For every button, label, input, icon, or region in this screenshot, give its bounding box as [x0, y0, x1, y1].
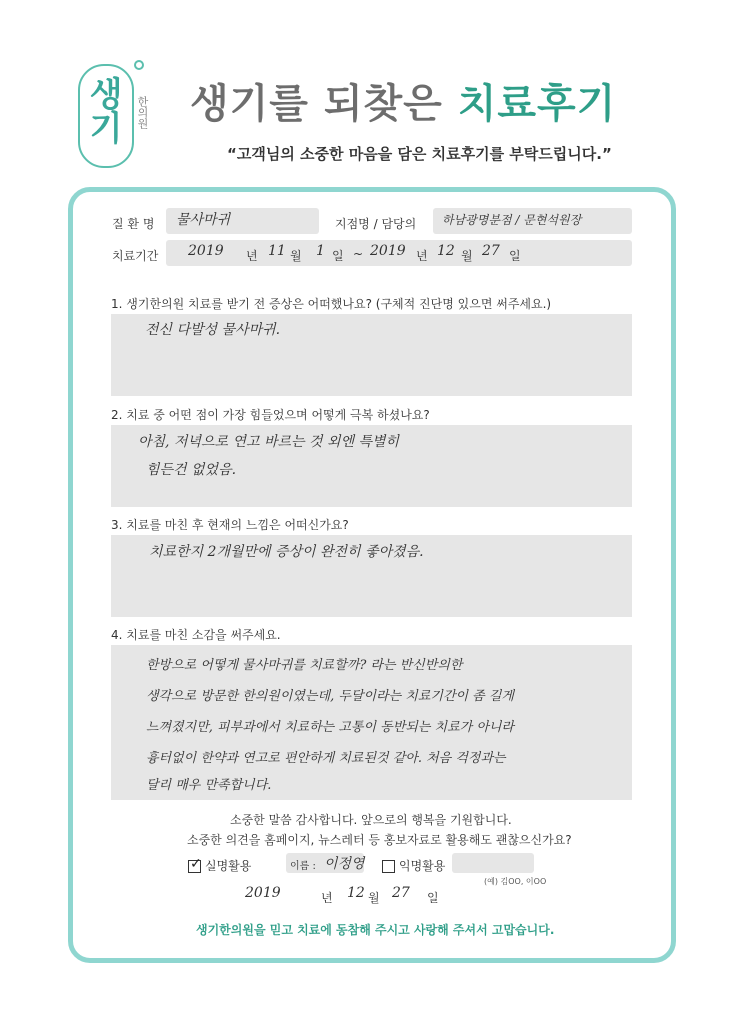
page-title — [190, 72, 616, 129]
logo-dot-icon — [134, 60, 144, 70]
real-name-checkbox[interactable]: ✓ — [190, 856, 202, 872]
logo-subtitle: 한의원 — [136, 96, 149, 129]
anon-checkbox[interactable] — [382, 860, 395, 873]
title-part2: 치료후기 — [457, 81, 617, 127]
date-day: 27 — [392, 885, 410, 901]
date-month: 12 — [347, 885, 365, 901]
period-separator: ~ — [353, 247, 364, 261]
period-day-unit-2: 일 — [509, 249, 521, 263]
date-year-unit: 년 — [321, 891, 333, 905]
name-label: 이름 : — [290, 861, 316, 872]
question-3: 3. 치료를 마친 후 현재의 느낌은 어떠신가요? — [111, 518, 349, 532]
answer-4-line-5: 달리 매우 만족합니다. — [146, 778, 272, 793]
answer-4-line-1: 한방으로 어떻게 물사마귀를 치료할까? 라는 반신반의한 — [146, 658, 463, 673]
logo-mark: 생기 — [89, 75, 123, 149]
real-name-option[interactable] — [188, 857, 251, 874]
period-start-day: 1 — [316, 243, 325, 259]
answer-1-line-1: 전신 다발성 물사마귀. — [145, 322, 281, 338]
closing-consent: 소중한 의견을 홈페이지, 뉴스레터 등 홍보자료로 활용해도 괜찮으신가요? — [187, 833, 572, 847]
period-day-unit-1: 일 — [332, 249, 344, 263]
period-year-unit-1: 년 — [246, 249, 258, 263]
title-part1: 생기를 되찾은 — [190, 81, 458, 127]
question-2: 2. 치료 중 어떤 점이 가장 힘들었으며 어떻게 극복 하셨나요? — [111, 408, 430, 422]
period-end-month: 12 — [437, 243, 455, 259]
period-label: 치료기간 — [112, 249, 159, 263]
disease-value: 물사마귀 — [176, 212, 231, 228]
name-value: 이정영 — [324, 856, 365, 872]
date-month-unit: 월 — [368, 891, 380, 905]
answer-4-line-4: 흉터없이 한약과 연고로 편안하게 치료된것 같아. 처음 걱정과는 — [146, 751, 506, 766]
real-name-label: 실명활용 — [205, 859, 252, 873]
anon-option[interactable] — [382, 857, 445, 874]
answer-2-line-1: 아침, 저녁으로 연고 바르는 것 외엔 특별히 — [138, 434, 400, 450]
period-year-unit-2: 년 — [416, 249, 428, 263]
name-example: (예) 김OO, 이OO — [484, 877, 547, 886]
answer-4-line-2: 생각으로 방문한 한의원이였는데, 두달이라는 치료기간이 좀 길게 — [146, 689, 514, 704]
page-subtitle: “고객님의 소중한 마음을 담은 치료후기를 부탁드립니다.” — [227, 145, 612, 163]
period-end-day: 27 — [482, 243, 500, 259]
answer-2-line-2: 힘든건 없었음. — [146, 462, 237, 478]
period-end-year: 2019 — [370, 243, 406, 259]
period-start-year: 2019 — [188, 243, 224, 259]
period-month-unit-2: 월 — [461, 249, 473, 263]
period-start-month: 11 — [268, 243, 286, 259]
period-month-unit-1: 월 — [290, 249, 302, 263]
answer-3-line-1: 치료한지 2개월만에 증상이 완전히 좋아졌음. — [149, 544, 424, 560]
answer-4-line-3: 느껴졌지만, 피부과에서 치료하는 고통이 동반되는 치료가 아니라 — [146, 720, 514, 735]
anon-label: 익명활용 — [399, 859, 446, 873]
question-1: 1. 생기한의원 치료를 받기 전 증상은 어떠했나요? (구체적 진단명 있으면 써주세요.) — [111, 297, 552, 311]
footer-message: 생기한의원을 믿고 치료에 동참해 주시고 사랑해 주셔서 고맙습니다. — [196, 923, 555, 937]
question-4: 4. 치료를 마친 소감을 써주세요. — [111, 628, 281, 642]
closing-thanks: 소중한 말씀 감사합니다. 앞으로의 행복을 기원합니다. — [230, 813, 512, 827]
date-year: 2019 — [245, 885, 281, 901]
branch-value: 하남광명분점 / 문현석원장 — [442, 213, 582, 227]
branch-label: 지점명 / 담당의 — [335, 217, 417, 231]
date-day-unit: 일 — [427, 891, 439, 905]
disease-label: 질 환 명 — [112, 217, 155, 231]
anon-name-field[interactable] — [452, 853, 534, 873]
